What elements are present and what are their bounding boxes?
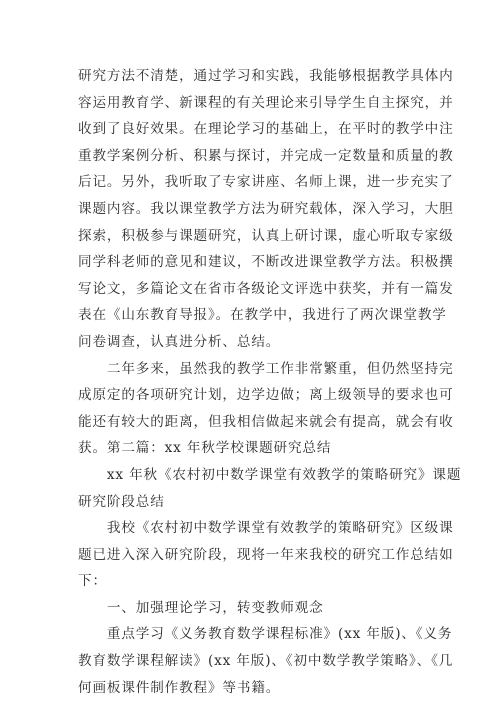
text-line: 收到了良好效果。在理论学习的基础上，在平时的教学中注 — [78, 121, 454, 138]
section-heading-line: 研究阶段总结 — [78, 493, 165, 510]
text-line: 题已进入深入研究阶段，现将一年来我校的研究工作总结如 — [78, 546, 454, 563]
paragraph-2 — [78, 356, 454, 462]
text-line: 成原定的各项研究计划，边学边做；离上级领导的要求也可 — [78, 387, 454, 404]
subheading-line: 一、加强理论学习，转变教师观念 — [78, 599, 324, 616]
text-line: 课题内容。我以课堂教学方法为研究载体，深入学习，大胆 — [78, 200, 454, 217]
text-line: 何画板课件制作教程》等书籍。 — [78, 679, 281, 696]
paragraph-3 — [78, 462, 462, 515]
text-line: 重点学习《义务教育数学课程标准》(xx 年版)、《义务 — [78, 626, 453, 643]
text-line: 二年多来，虽然我的教学工作非常繁重，但仍然坚持完 — [78, 360, 454, 377]
text-line: 重教学案例分析、积累与探讨，并完成一定数量和质量的教 — [78, 147, 454, 164]
paragraph-5 — [78, 595, 426, 622]
text-line: 获。第二篇：xx 年秋学校课题研究总结 — [78, 440, 332, 457]
paragraph-1 — [78, 63, 454, 356]
text-line: 问卷调查，认真进分析、总结。 — [78, 333, 281, 350]
text-line: 同学科老师的意见和建议，不断改进课堂教学方法。积极撰 — [78, 254, 454, 271]
text-line: 教育数学课程解读》(xx 年版)、《初中数学教学策略》、《几 — [78, 653, 454, 670]
text-line: 下： — [78, 573, 107, 590]
text-line: 我校《农村初中数学课堂有效教学的策略研究》区级课 — [78, 520, 454, 537]
text-line: 探索，积极参与课题研究，认真上研讨课，虚心听取专家级 — [78, 227, 454, 244]
paragraph-6 — [78, 621, 454, 701]
text-line: 后记。另外，我听取了专家讲座、名师上课，进一步充实了 — [78, 174, 454, 191]
paragraph-4 — [78, 515, 454, 595]
text-line: 容运用教育学、新课程的有关理论来引导学生自主探究，并 — [78, 94, 454, 111]
section-heading-line: xx 年秋《农村初中数学课堂有效教学的策略研究》课题 — [78, 466, 462, 483]
text-line: 写论文，多篇论文在省市各级论文评选中获奖，并有一篇发 — [78, 280, 454, 297]
document-page — [78, 63, 462, 701]
text-line: 能还有较大的距离，但我相信做起来就会有提高，就会有收 — [78, 413, 454, 430]
text-line: 表在《山东教育导报》。在教学中，我进行了两次课堂教学 — [78, 307, 447, 324]
text-line: 研究方法不清楚，通过学习和实践，我能够根据教学具体内 — [78, 68, 454, 84]
